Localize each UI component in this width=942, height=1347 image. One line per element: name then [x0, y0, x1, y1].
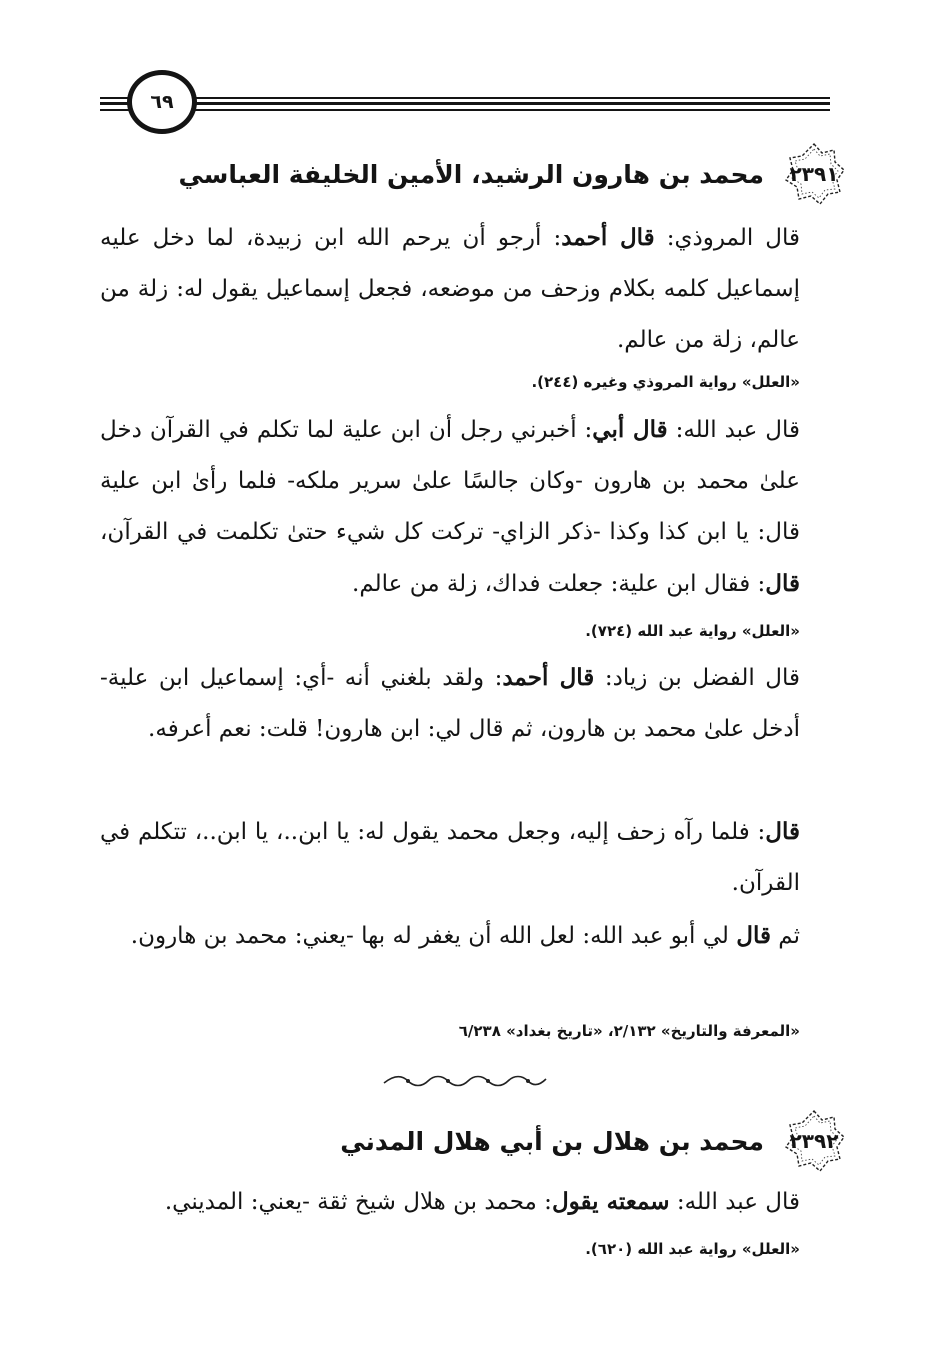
source-citation: «العلل» رواية عبد الله (٧٢٤).	[585, 622, 800, 640]
source-citation: «العلل» رواية المروذي وغيره (٢٤٤).	[531, 373, 800, 391]
entry-number-medallion	[780, 140, 848, 208]
entry-heading	[179, 140, 848, 208]
entry-number-medallion	[780, 1107, 848, 1175]
paragraph: قال عبد الله: قال أبي: أخبرني رجل أن ابن علية لما تكلم في القرآن دخل علىٰ محمد بن هارون -وكان جالسًا علىٰ سرير ملكه- فلما رأىٰ ابن علية قال: يا ابن كذا وكذا -ذكر الزاي- تركت كل شيء حتىٰ تكلمت في القرآن، قال: فقال ابن علية: جعلت فداك، زلة من عالم.	[100, 416, 800, 597]
entry-number: ٢٣٩١	[789, 162, 839, 186]
entry-title: محمد بن هارون الرشيد، الأمين الخليفة العباسي	[178, 159, 764, 189]
entry-heading	[340, 1107, 848, 1175]
entry-title: محمد بن هلال بن أبي هلال المدني	[340, 1126, 764, 1156]
separator-ornament-icon	[380, 1071, 550, 1091]
page-number: ٦٩	[150, 91, 174, 113]
header-rule	[100, 97, 830, 99]
entry-number: ٢٣٩٢	[789, 1129, 839, 1153]
source-citation: «العلل» رواية عبد الله (٦٢٠).	[585, 1240, 800, 1258]
paragraph: قال عبد الله: سمعته يقول: محمد بن هلال شيخ ثقة -يعني: المديني.	[164, 1188, 800, 1215]
source-citation: «المعرفة والتاريخ» ٢/١٣٢، «تاريخ بغداد» ٦/٢٣٨	[458, 1022, 800, 1040]
page-number-frame	[127, 70, 197, 134]
paragraph: قال: فلما رآه زحف إليه، وجعل محمد يقول له: يا ابن..، يا ابن..، تتكلم في القرآن.	[100, 818, 800, 896]
paragraph: قال المروذي: قال أحمد: أرجو أن يرحم الله ابن زبيدة، لما دخل عليه إسماعيل كلمه بكلام وزحف من موضعه، فجعل إسماعيل يقول له: زلة من عالم، زلة من عالم.	[100, 224, 801, 353]
paragraph: ثم قال لي أبو عبد الله: لعل الله أن يغفر له بها -يعني: محمد بن هارون.	[130, 922, 800, 949]
header-rule	[100, 102, 830, 105]
header-rule	[100, 109, 830, 111]
paragraph: قال الفضل بن زياد: قال أحمد: ولقد بلغني أنه -أي: إسماعيل ابن علية- أدخل علىٰ محمد بن هارون، ثم قال لي: ابن هارون! قلت: نعم أعرفه.	[100, 664, 800, 742]
